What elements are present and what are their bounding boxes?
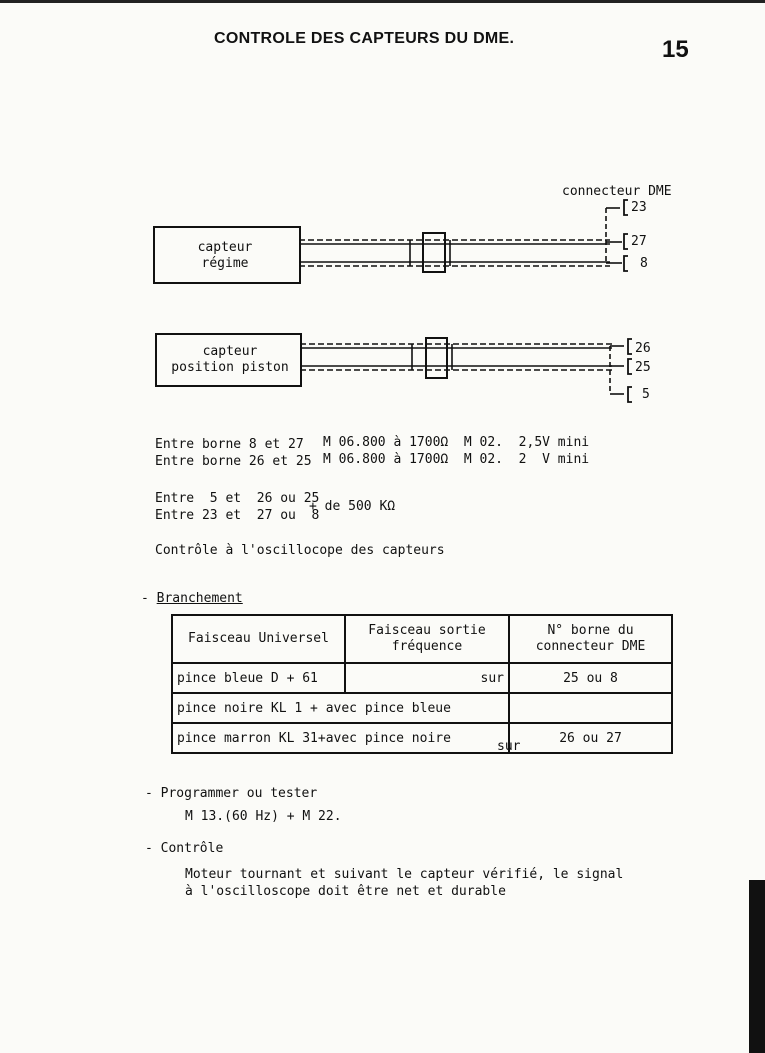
header-cell: N° borne du connecteur DME	[509, 615, 672, 663]
table-header-row	[172, 615, 672, 663]
table-cell: pince marron KL 31+avec pince noire	[172, 723, 509, 753]
sensor-regime-label: capteur régime	[197, 240, 253, 271]
page-number: 15	[662, 36, 689, 63]
branchement-label: - Branchement	[141, 591, 243, 606]
controle-line-2: à l'oscilloscope doit être net et durable	[185, 884, 506, 899]
scan-edge-right	[749, 880, 765, 1053]
table-cell: sur	[345, 663, 509, 693]
controle-line-1: Moteur tournant et suivant le capteur vérifié, le signal	[185, 867, 624, 882]
table-cell: pince bleue D + 61	[172, 663, 345, 693]
sensor-piston-label: capteur position piston	[171, 344, 289, 375]
table-row	[172, 693, 672, 723]
controle-text: Contrôle	[160, 841, 224, 856]
header-cell: Faisceau sortie fréquence	[345, 615, 509, 663]
pin-8: 8	[640, 256, 648, 271]
wiring-diagram	[0, 0, 765, 420]
measure-value-1: M 06.800 à 1700Ω M 02. 2,5V mini	[323, 435, 590, 450]
pin-26: 26	[635, 341, 651, 356]
table-cell	[509, 693, 672, 723]
pin-23: 23	[631, 200, 647, 215]
table-row	[172, 663, 672, 693]
pair-line-1: Entre 5 et 26 ou 25	[155, 491, 320, 506]
table-cell: 25 ou 8	[509, 663, 672, 693]
table-cell: 26 ou 27	[509, 723, 672, 753]
programmer-text: Programmer ou tester	[160, 786, 318, 801]
table-row	[172, 723, 672, 753]
controle-label: - Contrôle	[145, 841, 224, 856]
page-title: CONTROLE DES CAPTEURS DU DME.	[214, 30, 515, 47]
pin-27: 27	[631, 234, 647, 249]
branchement-text: Branchement	[156, 591, 243, 606]
programmer-label: - Programmer ou tester	[145, 786, 318, 801]
oscillo-title: Contrôle à l'oscillocope des capteurs	[155, 543, 445, 558]
resistance-value: + de 500 KΩ	[309, 499, 396, 514]
measure-value-2: M 06.800 à 1700Ω M 02. 2 V mini	[323, 452, 590, 467]
row3-sur: sur	[497, 739, 521, 754]
measure-label-2: Entre borne 26 et 25	[155, 454, 312, 469]
table-cell: pince noire KL 1 + avec pince bleue	[172, 693, 509, 723]
programmer-value: M 13.(60 Hz) + M 22.	[185, 809, 342, 824]
pair-line-2: Entre 23 et 27 ou 8	[155, 508, 320, 523]
measure-label-1: Entre borne 8 et 27	[155, 437, 304, 452]
connector-label: connecteur DME	[562, 184, 672, 199]
pin-5: 5	[642, 387, 650, 402]
branchement-table	[171, 614, 673, 754]
header-cell: Faisceau Universel	[172, 615, 345, 663]
pin-25: 25	[635, 360, 651, 375]
